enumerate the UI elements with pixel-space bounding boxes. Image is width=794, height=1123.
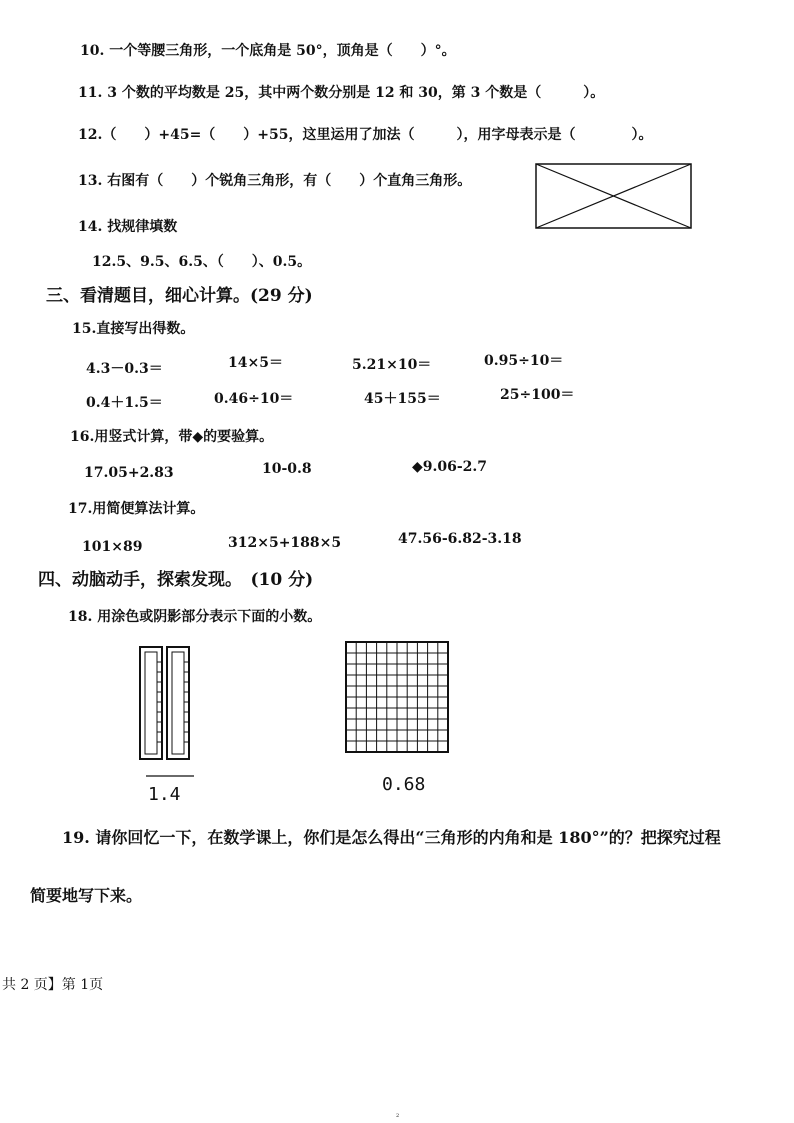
question-16-title: 16.用竖式计算，带◆的要验算。 [70,429,274,445]
question-14-sequence: 12.5、9.5、6.5、（ ）、0.5。 [92,254,312,270]
page-footer: 共 2 页】第 1页 [2,977,104,993]
calc-item: 0.4＋1.5＝ [86,395,163,411]
question-14-title: 14. 找规律填数 [78,219,178,235]
calc-item: 0.46÷10＝ [214,391,294,407]
strip-decimal-label: 1.4 [148,784,181,805]
question-18-title: 18. 用涂色或阴影部分表示下面的小数。 [68,609,322,625]
calc-item: 0.95÷10＝ [484,353,564,369]
vertical-calc-item: 17.05+2.83 [84,465,174,481]
calc-item: 25÷100＝ [500,387,575,403]
vertical-calc-item: ◆9.06-2.7 [412,459,488,475]
decimal-strips-figure [136,644,198,782]
simplify-calc-item: 312×5+188×5 [228,535,342,551]
question-19-line-1: 19. 请你回忆一下，在数学课上，你们是怎么得出“三角形的内角和是 180°”的？把探究过程 [62,828,721,847]
calc-item: 45＋155＝ [364,391,441,407]
question-13: 13. 右图有（ ）个锐角三角形，有（ ）个直角三角形。 [78,173,472,189]
simplify-calc-item: 101×89 [82,539,143,555]
question-15-title: 15.直接写出得数。 [72,321,195,337]
section-4-title: 四、动脑动手，探索发现。 (10 分) [38,570,314,590]
calc-item: 14×5＝ [228,355,283,371]
bottom-page-mark: 2 [396,1113,400,1119]
section-3-title: 三、看清题目，细心计算。(29 分) [46,286,313,306]
question-11: 11. 3 个数的平均数是 25，其中两个数分别是 12 和 30，第 3 个数是（ ）。 [78,85,605,101]
question-12: 12.（ ）+45=（ ）+55，这里运用了加法（ ），用字母表示是（ ）。 [78,127,653,143]
hundred-grid-figure [344,640,450,754]
calc-item: 5.21×10＝ [352,357,432,373]
grid-decimal-label: 0.68 [382,774,426,795]
vertical-calc-item: 10-0.8 [262,461,312,477]
question-19-line-2: 简要地写下来。 [30,886,143,905]
question-17-title: 17.用简便算法计算。 [68,501,205,517]
rectangle-diagonals-figure [534,160,694,232]
simplify-calc-item: 47.56-6.82-3.18 [398,531,522,547]
calc-item: 4.3－0.3＝ [86,361,163,377]
question-10: 10. 一个等腰三角形，一个底角是 50°，顶角是（ ）°。 [80,43,456,59]
